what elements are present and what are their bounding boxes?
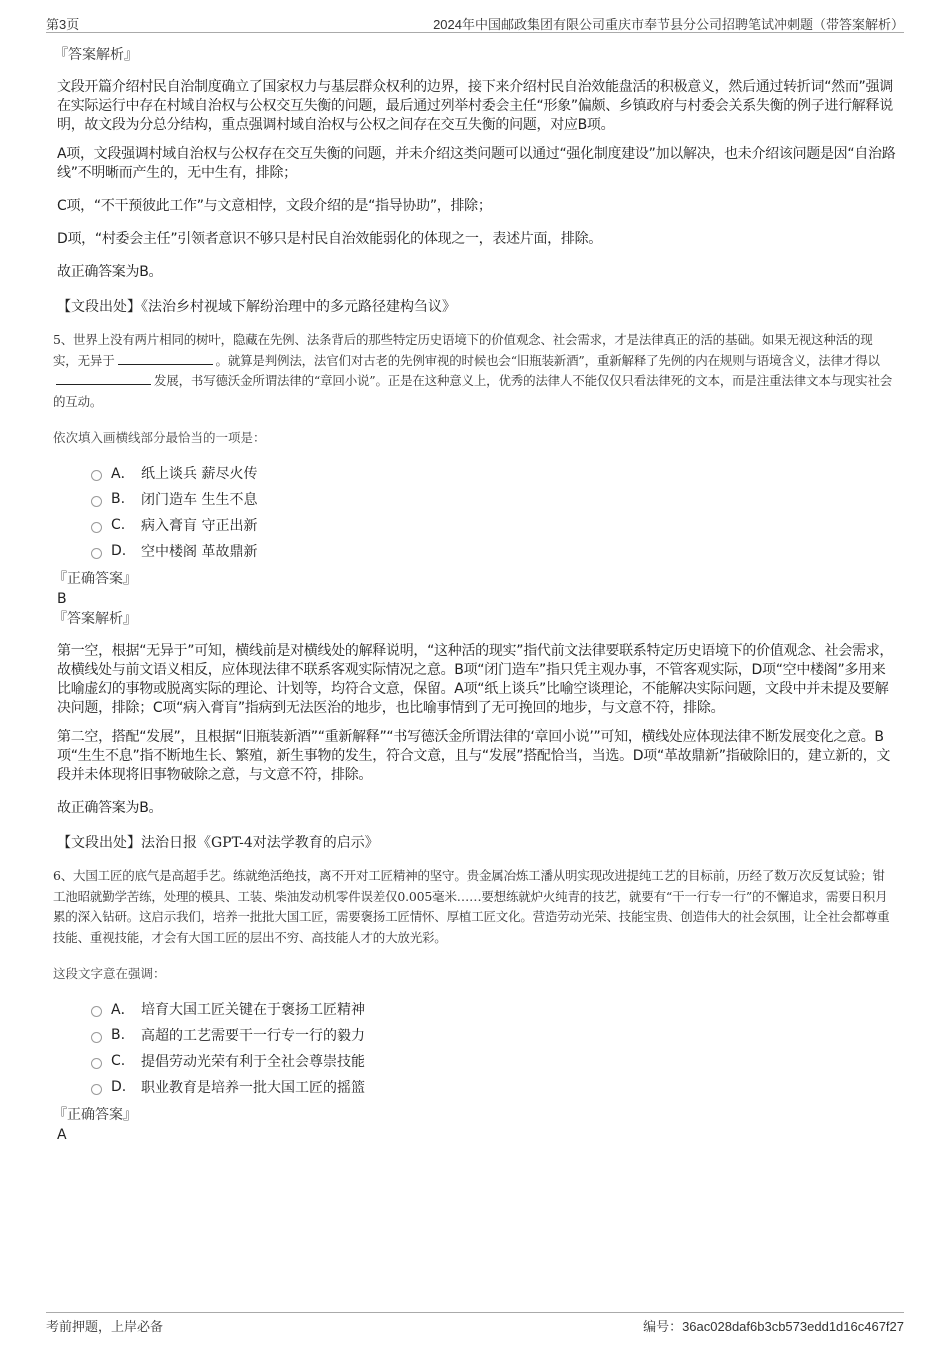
correct-answer-value: A — [57, 1127, 67, 1143]
option-letter: A． — [111, 466, 135, 482]
analysis-paragraph: 文段开篇介绍村民自治制度确立了国家权力与基层群众权利的边界，接下来介绍村民自治效能盘活的积极意义，然后通过转折词“然而”强调在实际运行中存在村域自治权与公权交互失衡的问题，最后通过列举村委会主任“形象”偏颇、乡镇政府与村委会关系失衡的例子进行解释说明，故文段为分总分结构，重点强调村域自治权与公权之间存在交互失衡的问题，对应B项。 — [57, 79, 893, 133]
option-letter: B. — [111, 491, 126, 507]
option-d[interactable] — [91, 538, 897, 564]
question-6 — [53, 866, 897, 1144]
option-letter: A． — [111, 1002, 135, 1018]
option-letter: C. — [111, 517, 126, 533]
option-text: 纸上谈兵 薪尽火传 — [141, 466, 258, 482]
radio-button-icon[interactable] — [91, 1032, 102, 1043]
radio-button-icon[interactable] — [91, 496, 102, 507]
analysis-label: 『答案解析』 — [54, 47, 138, 63]
stem-text: 。就算是判例法，法官们对古老的先例审视的时候也会“旧瓶装新酒”，重新解释了先例的内在规则与语境含义，法律才得以 — [215, 352, 880, 368]
radio-button-icon[interactable] — [91, 548, 102, 559]
document-title: 2024年中国邮政集团有限公司重庆市奉节县分公司招聘笔试冲刺题（带答案解析） — [433, 17, 904, 32]
source-citation: 【文段出处】法治日报《GPT-4对法学教育的启示》 — [57, 835, 379, 851]
correct-answer-label: 『正确答案』 — [53, 1107, 137, 1123]
page-number: 第3页 — [46, 17, 80, 32]
radio-button-icon[interactable] — [91, 1084, 102, 1095]
option-text: 培育大国工匠关键在于褒扬工匠精神 — [141, 1002, 365, 1018]
analysis-paragraph: C项，“不干预彼此工作”与文意相悖，文段介绍的是“指导协助”，排除； — [57, 198, 492, 214]
radio-button-icon[interactable] — [91, 1006, 102, 1017]
analysis-label: 『答案解析』 — [53, 611, 137, 627]
stem-text: 发展，书写德沃金所谓法律的“章回小说”。正是在这种意义上，优秀的法律人不能仅仅只看法律死的文本，而是注重法律文本与现实社会的互动。 — [53, 373, 893, 409]
analysis-paragraph: 第二空，搭配“发展”，且根据“旧瓶装新酒”“重新解释”“书写德沃金所谓法律的‘章回小说’”可知，横线处应体现法律不断发展变化之意。B项“生生不息”指不断地生长、繁殖，新生事物的发生，符合文意，且与“发展”搭配恰当，当选。D项“革故鼎新”指破除旧的，建立新的，文段并未体现将旧事物破除之意，与文意不符，排除。 — [57, 729, 891, 783]
options-list — [91, 460, 897, 564]
option-text: 提倡劳动光荣有利于全社会尊崇技能 — [141, 1054, 365, 1070]
option-text: 职业教育是培养一批大国工匠的摇篮 — [141, 1080, 365, 1096]
question-prompt: 这段文字意在强调： — [53, 966, 166, 981]
radio-button-icon[interactable] — [91, 522, 102, 533]
question-prompt: 依次填入画横线部分最恰当的一项是： — [53, 430, 266, 445]
footer-slogan: 考前押题，上岸必备 — [46, 1319, 164, 1334]
analysis-paragraph: D项，“村委会主任”引领者意识不够只是村民自治效能弱化的体现之一，表述片面，排除。 — [57, 231, 602, 247]
option-text: 高超的工艺需要干一行专一行的毅力 — [141, 1028, 365, 1044]
document-code: 编号：36ac028daf6b3cb573edd1d16c467f27 — [643, 1319, 904, 1334]
question-5 — [53, 330, 897, 852]
page-footer — [46, 1312, 904, 1335]
correct-answer-statement: 故正确答案为B。 — [57, 800, 163, 816]
option-a[interactable] — [91, 996, 897, 1022]
option-b[interactable] — [91, 1022, 897, 1048]
option-text: 空中楼阁 革故鼎新 — [141, 544, 258, 560]
option-c[interactable] — [91, 512, 897, 538]
option-letter: D. — [111, 543, 127, 559]
analysis-paragraph: 第一空，根据“无异于”可知，横线前是对横线处的解释说明，“这种活的现实”指代前文法律要联系特定历史语境下的价值观念、社会需求，故横线处与前文语义相反，应体现法律不联系客观实际情况之意。B项“闭门造车”指只凭主观办事，不管客观实际，D项“空中楼阁”多用来比喻虚幻的事物或脱离实际的理论、计划等，均符合文意，保留。A项“纸上谈兵”比喻空谈理论，不能解决实际问题，文段中并未提及要解决问题，排除；C项“病入膏肓”指病到无法医治的地步，也比喻事情到了无可挽回的地步，与文意不符，排除。 — [57, 643, 894, 716]
option-letter: C. — [111, 1053, 126, 1069]
q4-analysis-section — [54, 44, 897, 316]
page-content — [53, 44, 897, 1144]
option-letter: D. — [111, 1079, 127, 1095]
option-c[interactable] — [91, 1048, 897, 1074]
radio-button-icon[interactable] — [91, 470, 102, 481]
stem-text: 5、世界上没有两片相同的树叶，隐藏在先例、法条背后的那些特定历史语境下的价值观念、社会需求，才是法律真正的活的基础。如果无视这种活的现实，无异于 — [53, 332, 873, 368]
option-a[interactable] — [91, 460, 897, 486]
option-letter: B. — [111, 1027, 126, 1043]
option-text: 病入膏肓 守正出新 — [141, 518, 258, 534]
fill-blank-1 — [118, 352, 213, 365]
option-b[interactable] — [91, 486, 897, 512]
analysis-paragraph: A项，文段强调村域自治权与公权存在交互失衡的问题，并未介绍这类问题可以通过“强化制度建设”加以解决，也未介绍该问题是因“自治路线”不明晰而产生的，无中生有，排除； — [57, 146, 896, 181]
correct-answer-value: B — [57, 591, 67, 607]
options-list — [91, 996, 897, 1100]
question-stem: 6、大国工匠的底气是高超手艺。练就绝活绝技，离不开对工匠精神的坚守。贵金属冶炼工潘从明实现改进提纯工艺的目标前，历经了数万次反复试验；钳工池昭就勤学苦练，处理的模具、工装、柴油发动机零件误差仅0.005毫米……要想练就炉火纯青的技艺，就要有“干一行专一行”的不懈追求，需要日积月累的深入钻研。这启示我们，培养一批批大国工匠，需要褒扬工匠情怀、厚植工匠文化。营造劳动光荣、技能宝贵、创造伟大的社会氛围，让全社会都尊重技能、重视技能，才会有大国工匠的层出不穷、高技能人才的大放光彩。 — [53, 868, 890, 945]
option-text: 闭门造车 生生不息 — [141, 492, 258, 508]
page-header — [46, 14, 904, 33]
correct-answer-statement: 故正确答案为B。 — [57, 264, 163, 280]
option-d[interactable] — [91, 1074, 897, 1100]
question-stem — [53, 330, 897, 412]
correct-answer-label: 『正确答案』 — [53, 571, 137, 587]
source-citation: 【文段出处】《法治乡村视域下解纷治理中的多元路径建构刍议》 — [57, 299, 456, 315]
fill-blank-2 — [56, 372, 151, 385]
radio-button-icon[interactable] — [91, 1058, 102, 1069]
